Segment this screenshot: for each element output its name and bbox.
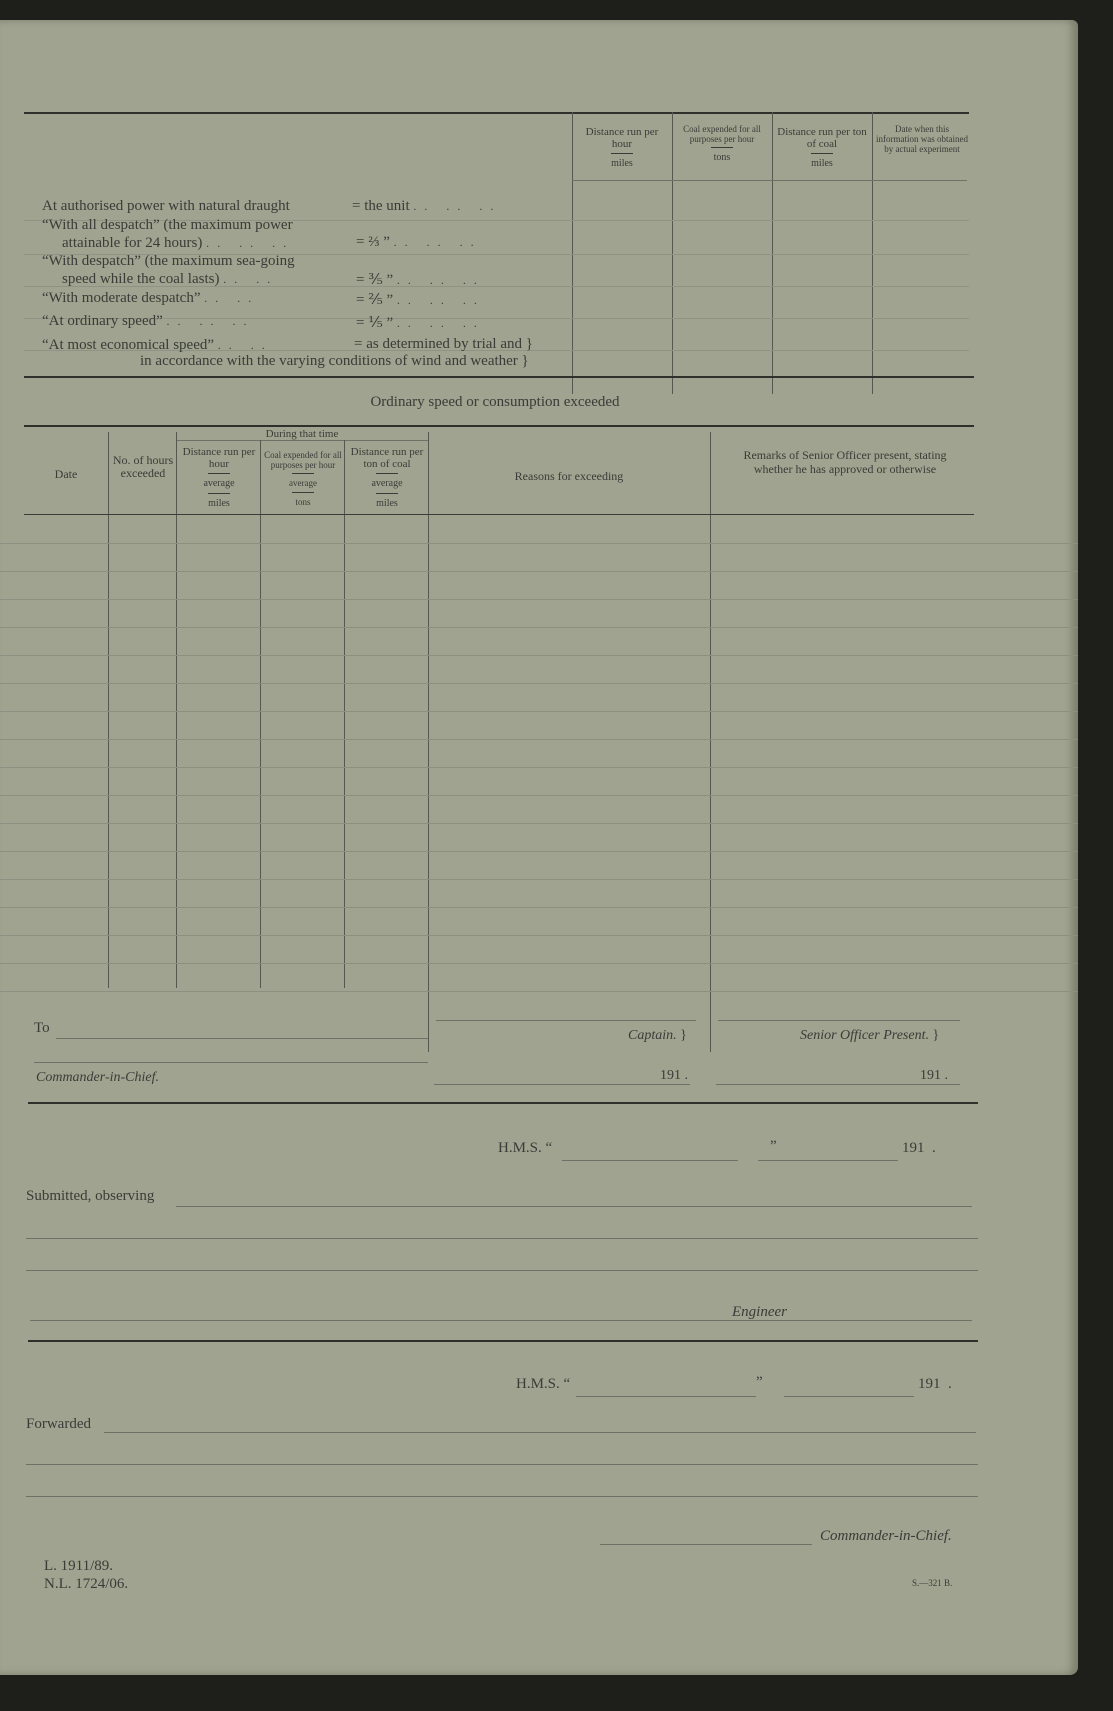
submitted-bottom-rule (28, 1340, 978, 1342)
senior-date-line (716, 1084, 960, 1085)
ratio-all-despatch: = ⅔ ” .. .. .. (356, 234, 482, 250)
forwarded-line-1 (104, 1432, 976, 1433)
engineer-line (30, 1320, 972, 1321)
table1-header-rule (572, 180, 967, 181)
section2-top-rule (24, 425, 974, 427)
forwarded-hms: H.M.S. “ (516, 1376, 571, 1392)
form-page (0, 20, 1078, 1675)
to-label: To (34, 1020, 50, 1036)
speed-row-authorised: At authorised power with natural draught (42, 198, 290, 214)
header-hours-exceeded: No. of hours exceeded (112, 453, 174, 480)
ratio-authorised: = the unit .. .. .. (352, 198, 502, 214)
forwarded-line-3 (26, 1496, 978, 1497)
commander-label: Commander-in-Chief. (36, 1070, 159, 1085)
header-distance-per-ton: Distance run per ton of coal miles (777, 126, 867, 169)
footer-form-number: S.—321 B. (912, 1578, 953, 1588)
to-line-2 (34, 1062, 428, 1063)
senior-year: 191 . (920, 1068, 948, 1083)
submitted-ship-line (562, 1160, 738, 1161)
captain-year: 191 . (660, 1068, 688, 1083)
forwarded-date-line (784, 1396, 914, 1397)
during-that-time: During that time (265, 428, 339, 440)
header-coal-per-hour: Coal expended for all purposes per hour tons (683, 124, 761, 163)
engineer-label: Engineer (732, 1304, 787, 1320)
table1-col-divider (672, 112, 673, 394)
section2-title: Ordinary speed or consumption exceeded (370, 394, 620, 410)
senior-sign-line (718, 1020, 960, 1021)
header-date: Date (54, 467, 78, 481)
ratio-ordinary: = ⅕ ” .. .. .. (356, 315, 485, 331)
ratio-despatch: = ⅗ ” .. .. .. (356, 272, 485, 288)
header-avg-distance: Distance run per hour average miles (182, 446, 256, 509)
header-distance-per-hour: Distance run per hour miles (585, 126, 659, 169)
speed-row-ordinary: “At ordinary speed” .. .. .. (42, 313, 255, 329)
forwarded-close-quote: ” (756, 1374, 763, 1390)
forwarded-year: 191 . (918, 1376, 952, 1392)
footer-ref-1: L. 1911/89. (44, 1558, 114, 1574)
captain-date-line (434, 1084, 690, 1085)
captain-sign-line (436, 1020, 696, 1021)
submitted-label: Submitted, observing (26, 1188, 155, 1204)
forwarded-label: Forwarded (26, 1416, 91, 1432)
forwarded-line-2 (26, 1464, 978, 1465)
forwarded-commander-label: Commander-in-Chief. (820, 1528, 952, 1544)
submitted-line-1 (176, 1206, 972, 1207)
speed-row-economical-cont: in accordance with the varying conditions of wind and weather } (140, 353, 529, 369)
speed-row-despatch: “With despatch” (the maximum sea-going speed while the coal lasts) .. .. (42, 253, 295, 287)
header-avg-coal: Coal expended for all purposes per hour average tons (264, 450, 342, 507)
to-line (56, 1038, 428, 1039)
forwarded-ship-line (576, 1396, 756, 1397)
captain-label: Captain. } (628, 1028, 687, 1043)
submitted-close-quote: ” (770, 1138, 777, 1154)
table1-col-divider (872, 112, 873, 394)
ruled-body (0, 516, 1078, 996)
speed-row-all-despatch: “With all despatch” (the maximum power attainable for 24 hours) .. .. .. (42, 217, 295, 251)
submitted-line-2 (26, 1238, 978, 1239)
submitted-hms: H.M.S. “ (498, 1140, 553, 1156)
header-date-experiment: Date when this information was obtained by actual experiment (876, 124, 968, 154)
ratio-moderate: = ⅖ ” .. .. .. (356, 292, 485, 308)
footer-ref-2: N.L. 1724/06. (44, 1576, 129, 1592)
section2-header-bottom (24, 514, 974, 515)
senior-officer-label: Senior Officer Present. } (800, 1028, 940, 1043)
speed-row-economical: “At most economical speed” .. .. (42, 337, 273, 353)
header-avg-dist-ton: Distance run per ton of coal average miles (350, 446, 424, 509)
table1-divider (572, 112, 573, 394)
table1-top-rule (24, 112, 969, 114)
forwarded-sign-line (600, 1544, 812, 1545)
submitted-line-3 (26, 1270, 978, 1271)
table1-col-divider (772, 112, 773, 394)
speed-row-moderate: “With moderate despatch” .. .. (42, 290, 260, 306)
submitted-year: 191 . (902, 1140, 936, 1156)
header-remarks: Remarks of Senior Officer present, stating whether he has approved or otherwise (743, 448, 947, 476)
section2-subhead-rule (176, 440, 428, 441)
submitted-date-line (758, 1160, 898, 1161)
header-reasons: Reasons for exceeding (514, 469, 624, 483)
signoff-bottom-rule (28, 1102, 978, 1104)
table1-bottom-rule (24, 376, 974, 378)
ratio-economical: = as determined by trial and } (354, 336, 533, 352)
